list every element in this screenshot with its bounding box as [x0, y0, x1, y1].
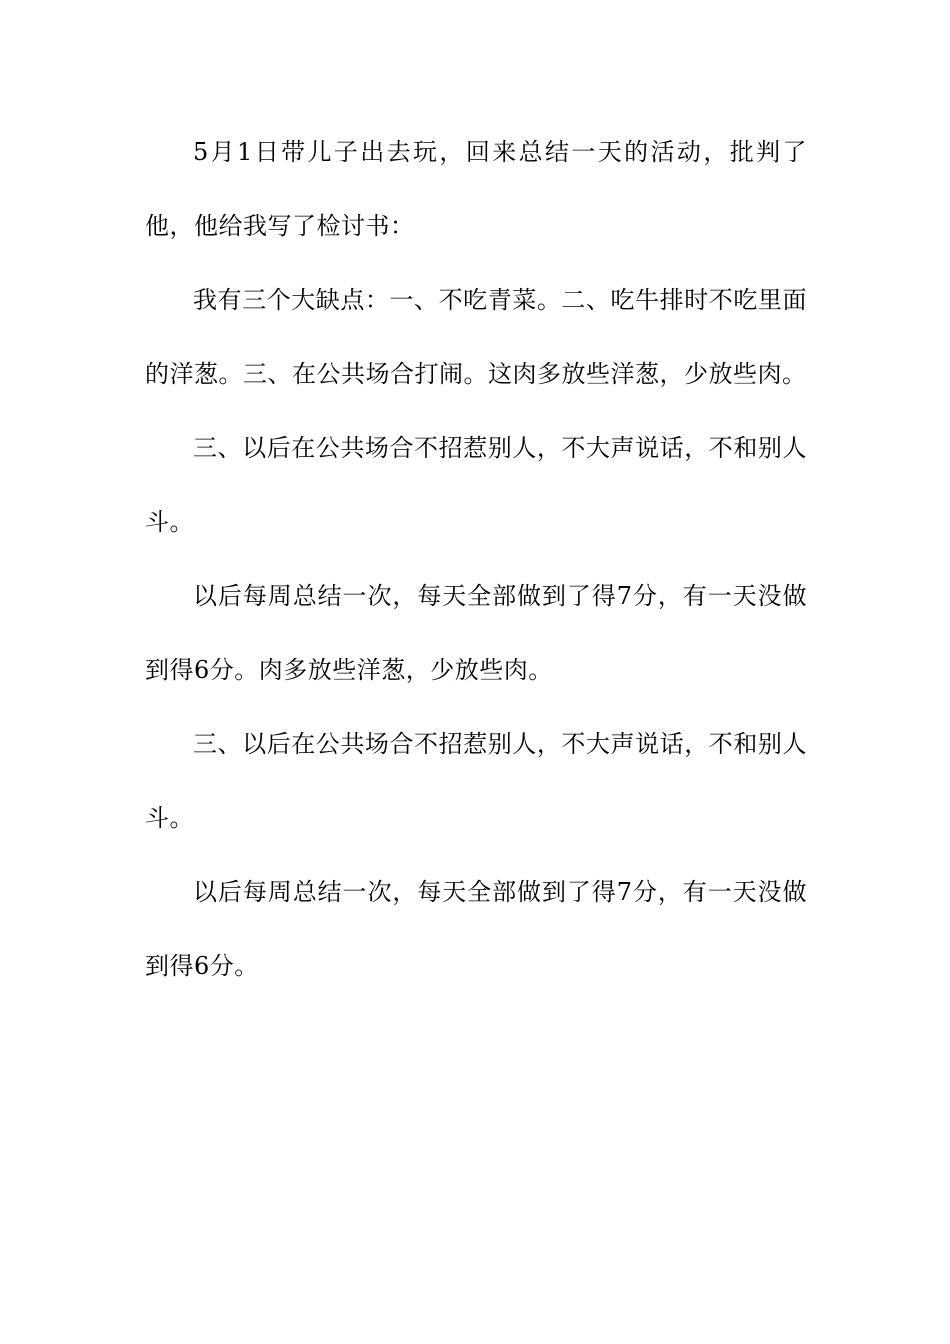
document-body — [145, 115, 807, 1003]
paragraph-2: 我有三个大缺点：一、不吃青菜。二、吃牛排时不吃里面的洋葱。三、在公共场合打闹。这肉多放些洋葱，少放些肉。 — [145, 286, 807, 388]
paragraph-5: 三、以后在公共场合不招惹别人，不大声说话，不和别人斗。 — [145, 730, 807, 832]
paragraph-1: 5月1日带儿子出去玩，回来总结一天的活动，批判了他，他给我写了检讨书： — [145, 138, 807, 240]
paragraph-4: 以后每周总结一次，每天全部做到了得7分，有一天没做到得6分。肉多放些洋葱，少放些肉。 — [145, 582, 807, 684]
paragraph-3: 三、以后在公共场合不招惹别人，不大声说话，不和别人斗。 — [145, 434, 807, 536]
paragraph-6: 以后每周总结一次，每天全部做到了得7分，有一天没做到得6分。 — [145, 878, 807, 980]
